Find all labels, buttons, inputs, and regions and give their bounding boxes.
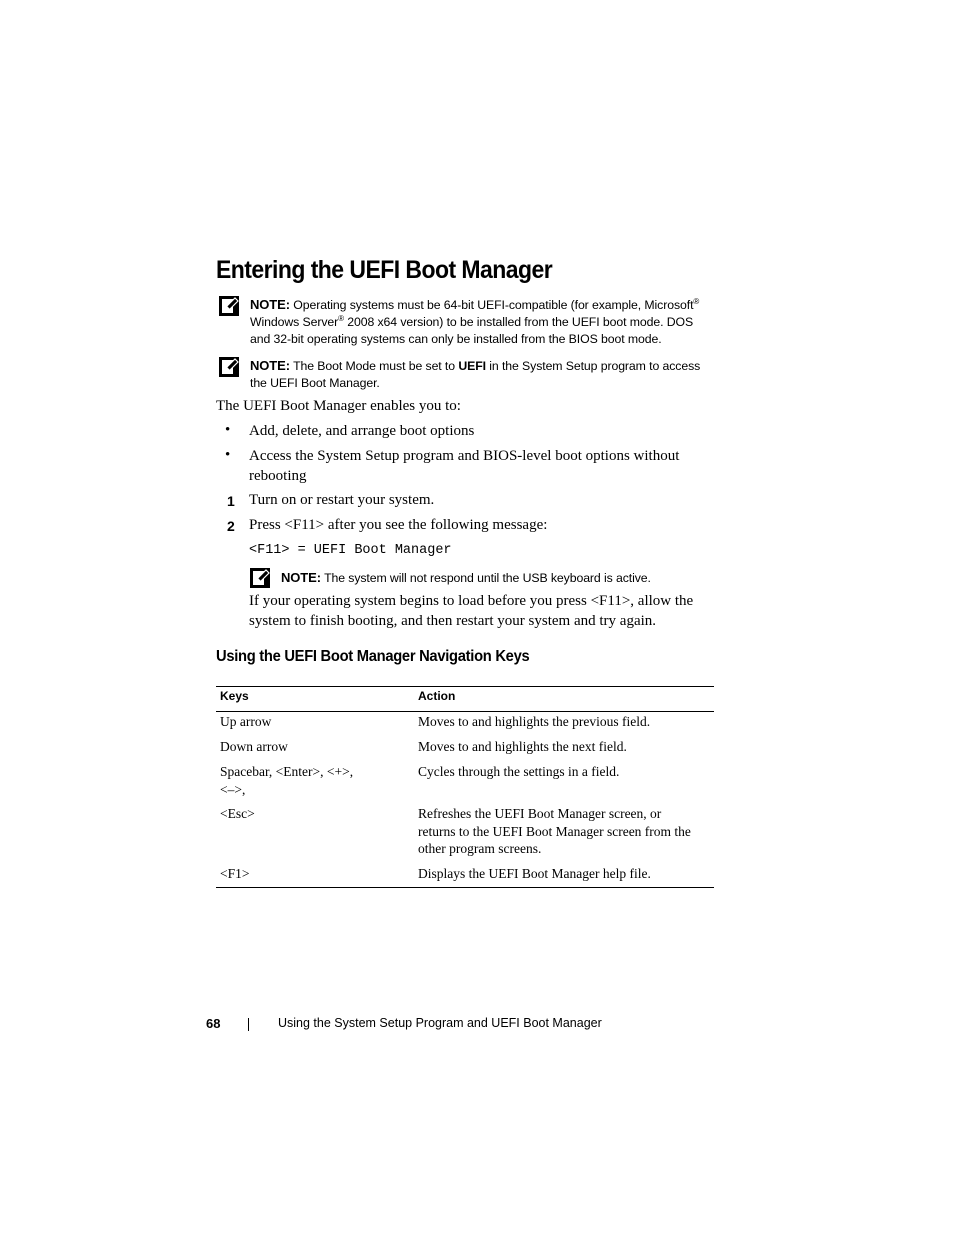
step-number: 1 [227, 493, 235, 509]
intro-text: The UEFI Boot Manager enables you to: [216, 398, 461, 414]
bullet-item: Add, delete, and arrange boot options [249, 423, 475, 439]
followup-text: If your operating system begins to load before you press <F11>, allow the system to finish booting, and then restart your system and try again. [249, 593, 694, 629]
table-header-action: Action [418, 689, 456, 703]
note-boot-mode: NOTE: The Boot Mode must be set to UEFI in the System Setup program to access the UEFI Boot Manager. [250, 358, 701, 390]
page-title: Entering the UEFI Boot Manager [216, 256, 553, 284]
table-cell-action: Refreshes the UEFI Boot Manager screen, or returns to the UEFI Boot Manager screen from the other program screens. [418, 806, 691, 856]
note-usb-keyboard: NOTE: The system will not respond until the USB keyboard is active. [281, 570, 651, 585]
table-cell-key: Up arrow [220, 714, 272, 729]
step-text: Press <F11> after you see the following message: [249, 517, 548, 533]
note-pencil-icon [219, 357, 239, 377]
page-number: 68 [206, 1016, 221, 1031]
step-number: 2 [227, 518, 235, 534]
bullet-item: Access the System Setup program and BIOS-level boot options without rebooting [249, 448, 680, 484]
footer-section-title: Using the System Setup Program and UEFI Boot Manager [278, 1016, 602, 1030]
table-rule [216, 887, 714, 888]
footer-divider [248, 1018, 249, 1031]
step-text: Turn on or restart your system. [249, 492, 435, 508]
table-cell-key: Spacebar, <Enter>, <+>, <–>, [220, 764, 354, 797]
section-subheading: Using the UEFI Boot Manager Navigation Keys [216, 648, 530, 665]
table-cell-action: Displays the UEFI Boot Manager help file. [418, 866, 651, 881]
table-rule [216, 686, 714, 687]
table-header-keys: Keys [220, 689, 249, 703]
note-label: NOTE: [250, 297, 290, 312]
bullet-symbol: • [225, 422, 231, 438]
note-label: NOTE: [281, 570, 321, 585]
note-pencil-icon [250, 568, 270, 588]
table-cell-key: <Esc> [220, 806, 255, 821]
table-rule [216, 711, 714, 712]
table-cell-action: Moves to and highlights the next field. [418, 739, 627, 754]
table-cell-action: Cycles through the settings in a field. [418, 764, 620, 779]
note-label: NOTE: [250, 358, 290, 373]
boot-message-code: <F11> = UEFI Boot Manager [249, 543, 452, 558]
note-uefi-compatible: NOTE: Operating systems must be 64-bit UEFI-compatible (for example, Microsoft® Windows Server® 2008 x64 version) to be installed from the UEFI boot mode. DOS and 32-bit operating systems can only be installed from the BIOS boot mode. [250, 296, 700, 346]
table-cell-action: Moves to and highlights the previous field. [418, 714, 651, 729]
table-cell-key: Down arrow [220, 739, 288, 754]
note-pencil-icon [219, 296, 239, 316]
table-cell-key: <F1> [220, 866, 250, 881]
bullet-symbol: • [225, 447, 231, 463]
